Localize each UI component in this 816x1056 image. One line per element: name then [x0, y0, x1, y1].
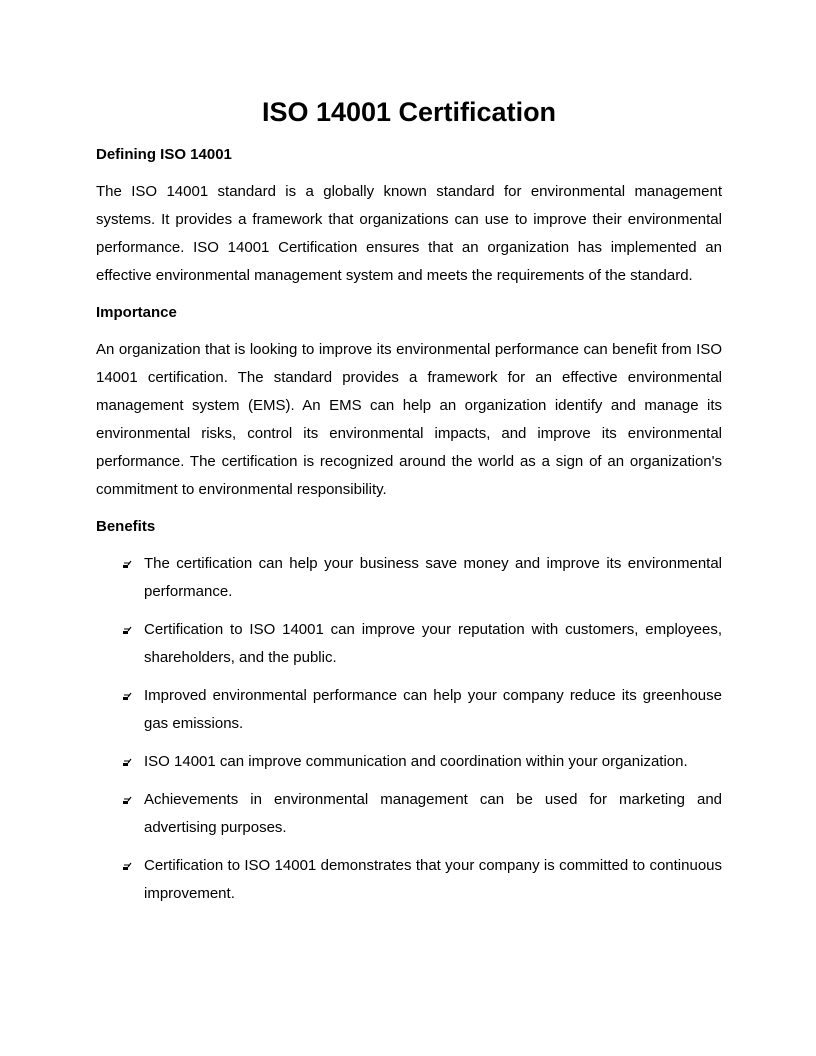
checkbox-bullet-icon [122, 626, 132, 635]
checkbox-bullet-icon [122, 796, 132, 805]
list-item-text: Certification to ISO 14001 demonstrates that your company is committed to continuous improvement. [144, 857, 722, 902]
list-item [144, 786, 722, 842]
list-item [144, 550, 722, 606]
list-item-text: ISO 14001 can improve communication and coordination within your organization. [144, 753, 688, 770]
section-heading-defining: Defining ISO 14001 [96, 146, 232, 163]
checkbox-bullet-icon [122, 692, 132, 701]
page-title: ISO 14001 Certification [261, 97, 557, 127]
section-heading-importance: Importance [96, 304, 177, 321]
checkbox-bullet-icon [122, 758, 132, 767]
list-item [144, 616, 722, 672]
benefits-list [96, 550, 722, 908]
section-body-defining: The ISO 14001 standard is a globally known standard for environmental management systems. It provides a framework that organizations can use to improve their environmental performance. ISO 14001 Certification ensures that an organization has implemented an effective environmental management system and meets the requirements of the standard. [96, 183, 722, 284]
list-item-text: The certification can help your business save money and improve its environmental performance. [144, 555, 722, 600]
list-item [144, 852, 722, 908]
checkbox-bullet-icon [122, 560, 132, 569]
checkbox-bullet-icon [122, 862, 132, 871]
list-item-text: Certification to ISO 14001 can improve your reputation with customers, employees, shareholders, and the public. [144, 621, 722, 666]
section-body-importance: An organization that is looking to improve its environmental performance can benefit from ISO 14001 certification. The standard provides a framework for an effective environmental management system (EMS). An EMS can help an organization identify and manage its environmental risks, control its environmental impacts, and improve its environmental performance. The certification is recognized around the world as a sign of an organization's commitment to environmental responsibility. [96, 341, 722, 498]
list-item [144, 682, 722, 738]
list-item [144, 748, 722, 776]
section-heading-benefits: Benefits [96, 518, 156, 535]
list-item-text: Improved environmental performance can help your company reduce its greenhouse gas emissions. [144, 687, 722, 732]
list-item-text: Achievements in environmental management can be used for marketing and advertising purposes. [144, 791, 722, 836]
